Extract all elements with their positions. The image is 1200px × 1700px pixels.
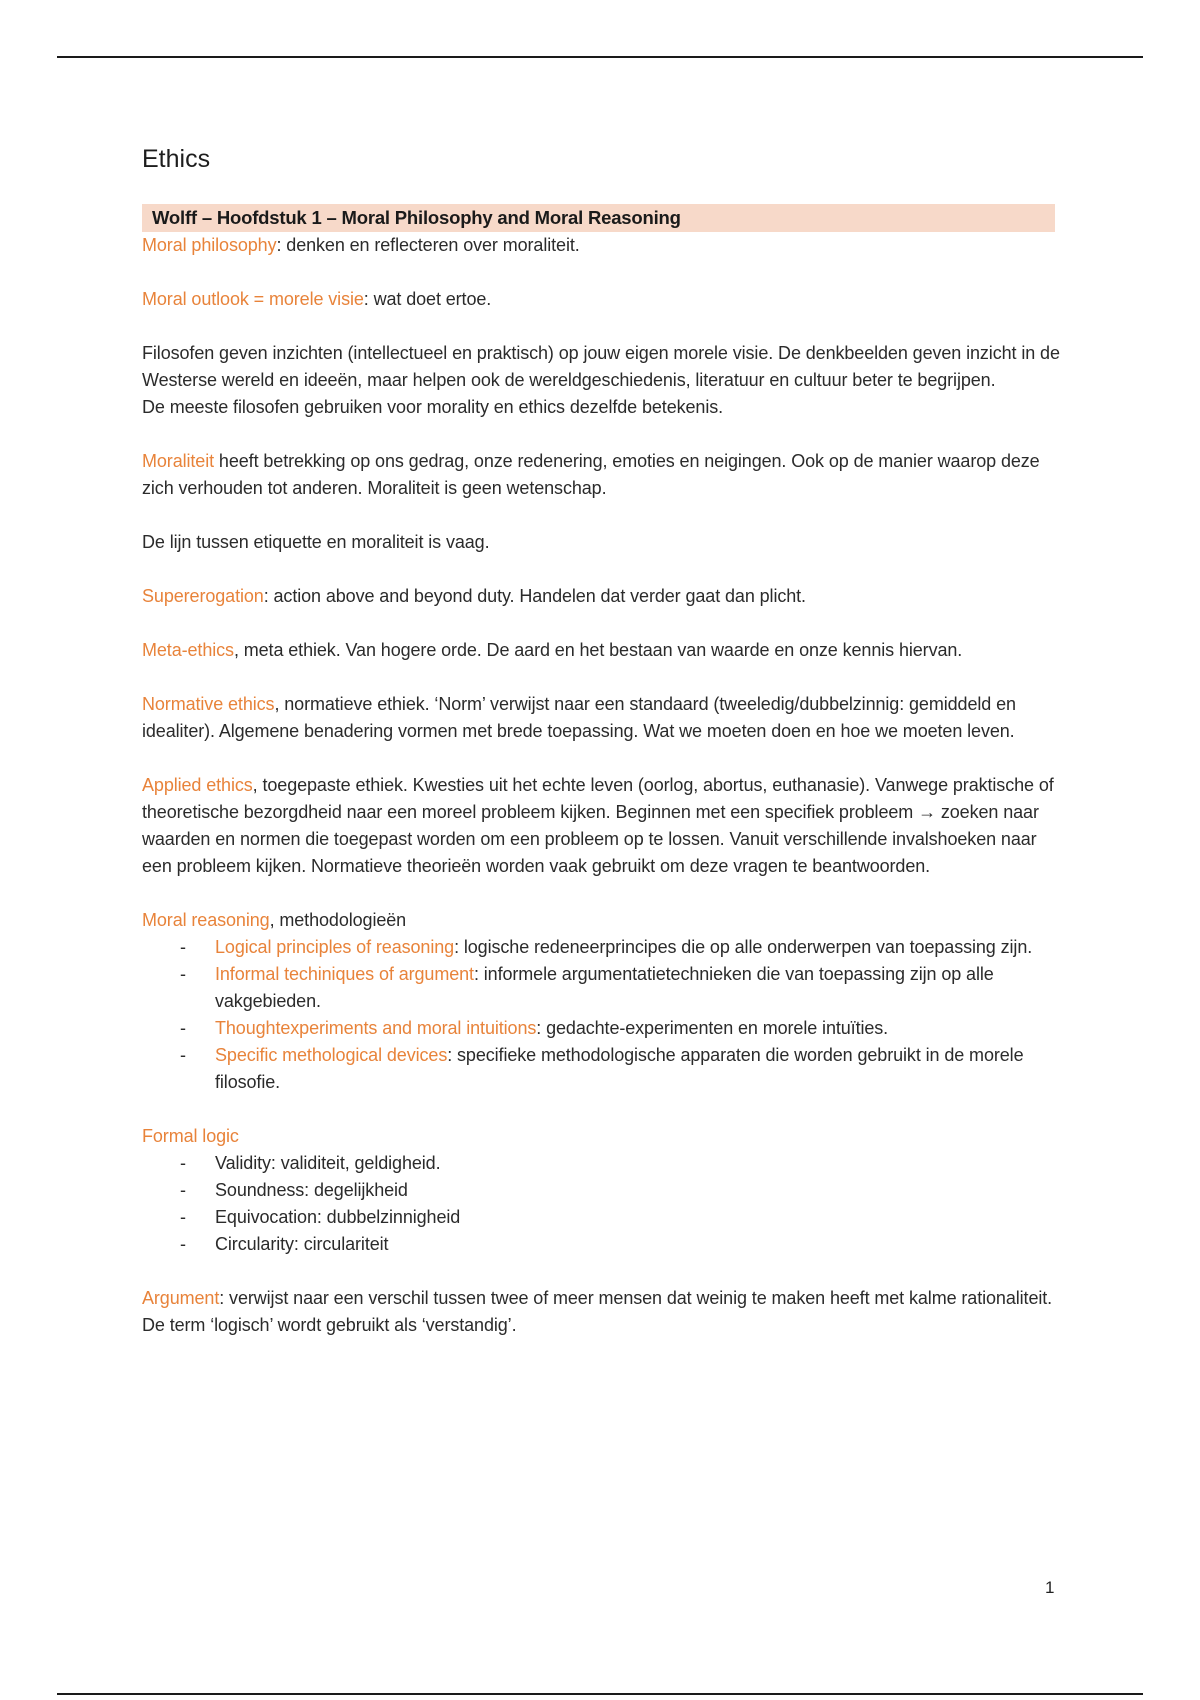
list-item: - Equivocation: dubbelzinnigheid xyxy=(215,1204,1062,1231)
paragraph-moral-outlook xyxy=(142,286,1062,313)
paragraph-applied-ethics xyxy=(142,772,1062,880)
term: Moral outlook = morele visie xyxy=(142,289,364,309)
paragraph-argument xyxy=(142,1285,1062,1339)
section-moral-reasoning xyxy=(142,907,1062,1096)
paragraph-meta-ethics xyxy=(142,637,1062,664)
list-item xyxy=(215,934,1062,961)
term: Informal techiniques of argument xyxy=(215,964,474,984)
paragraph-etiquette xyxy=(142,529,1062,556)
term: Meta-ethics xyxy=(142,640,234,660)
term: Moral philosophy xyxy=(142,235,277,255)
definition: : specifieke methodologische apparaten die worden gebruikt in de morele filosofie. xyxy=(215,1045,1024,1092)
top-rule xyxy=(57,56,1143,58)
text: De lijn tussen etiquette en moraliteit is vaag. xyxy=(142,532,490,552)
document-body xyxy=(142,232,1062,1366)
paragraph-filosofen xyxy=(142,340,1062,421)
section-heading xyxy=(142,907,1062,934)
definition: heeft betrekking op ons gedrag, onze redenering, emoties en neigingen. Ook op de manier waarop deze zich verhouden tot anderen. Moraliteit is geen wetenschap. xyxy=(142,451,1040,498)
term: Argument xyxy=(142,1288,220,1308)
paragraph-moral-philosophy xyxy=(142,232,1062,259)
definition: : gedachte-experimenten en morele intuïties. xyxy=(536,1018,889,1038)
list-item: - Validity: validiteit, geldigheid. xyxy=(215,1150,1062,1177)
term: Supererogation xyxy=(142,586,264,606)
definition: , methodologieën xyxy=(269,910,407,930)
term: Logical principles of reasoning xyxy=(215,937,455,957)
page-number: 1 xyxy=(1045,1578,1055,1597)
paragraph-moraliteit xyxy=(142,448,1062,502)
list-item: - Soundness: degelijkheid xyxy=(215,1177,1062,1204)
term: Thoughtexperiments and moral intuitions xyxy=(215,1018,537,1038)
term: Normative ethics xyxy=(142,694,275,714)
section-formal-logic xyxy=(142,1123,1062,1258)
paragraph-supererogation xyxy=(142,583,1062,610)
list-item: - Circularity: circulariteit xyxy=(215,1231,1062,1258)
definition: : denken en reflecteren over moraliteit. xyxy=(276,235,580,255)
list-item xyxy=(215,1042,1062,1096)
definition: : informele argumentatietechnieken die van toepassing zijn op alle vakgebieden. xyxy=(215,964,994,1011)
definition: , toegepaste ethiek. Kwesties uit het echte leven (oorlog, abortus, euthanasie). Vanwege praktische of theoretische bezorgdheid naar een moreel probleem kijken. Beginnen met een specifiek probleem → zoeken naar waarden en normen die toegepast worden om een probleem op te lossen. Vanuit verschillende invalshoeken naar een probleem kijken. Normatieve theorieën worden vaak gebruikt om deze vragen te beantwoorden. xyxy=(142,775,1054,876)
list-item xyxy=(215,1015,1062,1042)
term: Specific methological devices xyxy=(215,1045,448,1065)
list-item xyxy=(215,961,1062,1015)
definition: : action above and beyond duty. Handelen dat verder gaat dan plicht. xyxy=(263,586,806,606)
definition: : wat doet ertoe. xyxy=(363,289,492,309)
moral-reasoning-list xyxy=(142,934,1062,1096)
definition: : logische redeneerprincipes die op alle onderwerpen van toepassing zijn. xyxy=(454,937,1033,957)
definition: , normatieve ethiek. ‘Norm’ verwijst naar een standaard (tweeledig/dubbelzinnig: gemiddeld en idealiter). Algemene benadering vormen met brede toepassing. Wat we moeten doen en hoe we moeten leven. xyxy=(142,694,1016,741)
definition: , meta ethiek. Van hogere orde. De aard en het bestaan van waarde en onze kennis hiervan. xyxy=(233,640,963,660)
term: Moral reasoning xyxy=(142,910,270,930)
section-heading: Formal logic xyxy=(142,1126,239,1146)
term: Moraliteit xyxy=(142,451,215,471)
definition: : verwijst naar een verschil tussen twee of meer mensen dat weinig te maken heeft met kalme rationaliteit. De term ‘logisch’ wordt gebruikt als ‘verstandig’. xyxy=(142,1288,1053,1335)
text: De meeste filosofen gebruiken voor morality en ethics dezelfde betekenis. xyxy=(142,397,724,417)
document-title: Ethics xyxy=(142,145,211,173)
bottom-rule xyxy=(57,1693,1143,1695)
term: Applied ethics xyxy=(142,775,253,795)
text: Filosofen geven inzichten (intellectueel en praktisch) op jouw eigen morele visie. De denkbeelden geven inzicht in de Westerse wereld en ideeën, maar helpen ook de wereldgeschiedenis, literatuur en cultuur beter te begrijpen. xyxy=(142,343,1060,390)
chapter-heading: Wolff – Hoofdstuk 1 – Moral Philosophy and Moral Reasoning xyxy=(142,204,1055,232)
formal-logic-list xyxy=(142,1150,1062,1258)
paragraph-normative-ethics xyxy=(142,691,1062,745)
